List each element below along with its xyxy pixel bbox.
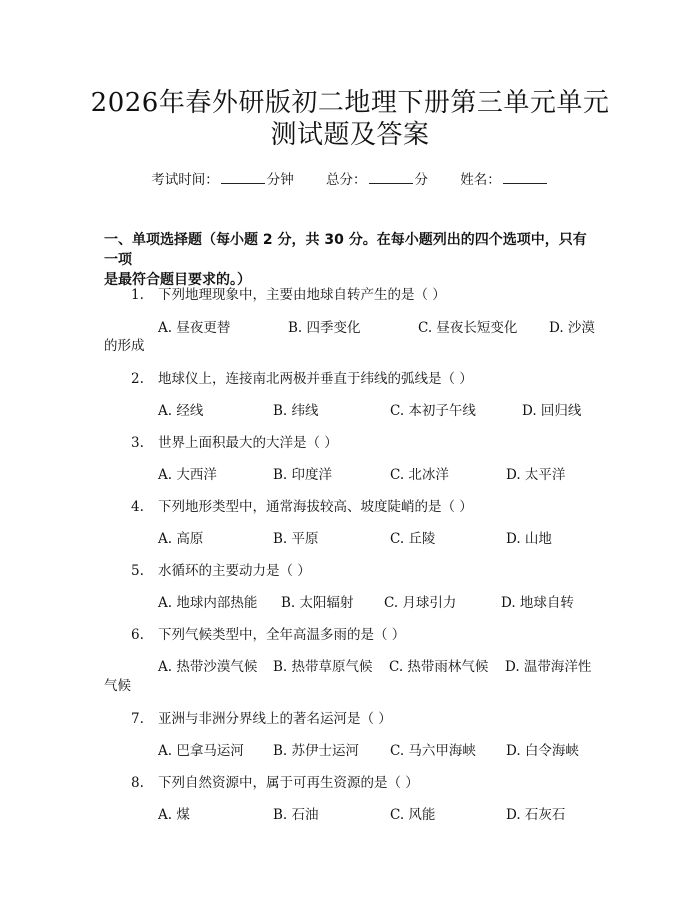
option-a[interactable]: A. 地球内部热能 xyxy=(158,595,258,611)
question-number: 1. xyxy=(131,287,144,303)
question-number: 8. xyxy=(131,775,144,791)
option-c[interactable]: C. 风能 xyxy=(390,807,436,823)
option-b[interactable]: B. 苏伊士运河 xyxy=(273,743,360,759)
option-d-wrap: 气候 xyxy=(104,678,131,694)
question-5 xyxy=(131,559,311,579)
option-d-wrap: 的形成 xyxy=(104,338,145,354)
option-b[interactable]: B. 平原 xyxy=(273,531,319,547)
score-blank[interactable] xyxy=(369,171,413,184)
doc-title-line1: 2026年春外研版初二地理下册第三单元单元 xyxy=(90,88,610,118)
option-b[interactable]: B. 纬线 xyxy=(273,403,319,419)
question-text: 亚洲与非洲分界线上的著名运河是（ ） xyxy=(158,711,392,727)
doc-title-line2: 测试题及答案 xyxy=(270,120,430,150)
section-heading-line1: 一、单项选择题（每小题 2 分，共 30 分。在每小题列出的四个选项中，只有一项 xyxy=(104,232,587,268)
question-text: 下列自然资源中，属于可再生资源的是（ ） xyxy=(158,775,419,791)
name-blank[interactable] xyxy=(503,171,547,184)
question-text: 水循环的主要动力是（ ） xyxy=(158,563,311,579)
option-a[interactable]: A. 大西洋 xyxy=(158,467,217,483)
option-c[interactable]: C. 丘陵 xyxy=(390,531,436,547)
exam-meta xyxy=(0,168,700,188)
question-text: 世界上面积最大的大洋是（ ） xyxy=(158,435,338,451)
question-6 xyxy=(131,623,405,643)
option-a[interactable]: A. 经线 xyxy=(158,403,204,419)
option-b[interactable]: B. 印度洋 xyxy=(273,467,333,483)
option-c[interactable]: C. 本初子午线 xyxy=(390,403,476,419)
option-b[interactable]: B. 四季变化 xyxy=(288,320,361,336)
question-1 xyxy=(131,283,446,303)
section-heading-line2: 是最符合题目要求的。） xyxy=(104,272,251,288)
option-d[interactable]: D. 白令海峡 xyxy=(506,743,579,759)
question-number: 5. xyxy=(131,563,144,579)
option-b[interactable]: B. 热带草原气候 xyxy=(273,659,373,675)
question-text: 下列地形类型中，通常海拔较高、坡度陡峭的是（ ） xyxy=(158,499,473,515)
option-a[interactable]: A. 昼夜更替 xyxy=(158,320,231,336)
option-d[interactable]: D. 温带海洋性 xyxy=(505,659,592,675)
option-a[interactable]: A. 高原 xyxy=(158,531,204,547)
option-a[interactable]: A. 热带沙漠气候 xyxy=(158,659,258,675)
question-8 xyxy=(131,771,419,791)
option-d[interactable]: D. 太平洋 xyxy=(506,467,566,483)
option-a[interactable]: A. 巴拿马运河 xyxy=(158,743,244,759)
question-number: 7. xyxy=(131,711,144,727)
time-label: 考试时间： xyxy=(151,172,219,188)
question-number: 3. xyxy=(131,435,144,451)
option-b[interactable]: B. 太阳辐射 xyxy=(281,595,354,611)
section-heading xyxy=(104,230,600,290)
score-field xyxy=(326,172,432,188)
time-field xyxy=(151,172,298,188)
option-c[interactable]: C. 热带雨林气候 xyxy=(389,659,489,675)
question-number: 4. xyxy=(131,499,144,515)
question-text: 下列气候类型中，全年高温多雨的是（ ） xyxy=(158,627,406,643)
option-c[interactable]: C. 马六甲海峡 xyxy=(390,743,476,759)
name-label: 姓名： xyxy=(460,172,501,188)
question-text: 地球仪上，连接南北两极并垂直于纬线的弧线是（ ） xyxy=(158,371,473,387)
option-d[interactable]: D. 回归线 xyxy=(522,403,582,419)
time-unit: 分钟 xyxy=(266,172,294,188)
question-number: 6. xyxy=(131,627,144,643)
question-number: 2. xyxy=(131,371,144,387)
option-d[interactable]: D. 石灰石 xyxy=(506,807,566,823)
option-a[interactable]: A. 煤 xyxy=(158,807,190,823)
option-c[interactable]: C. 昼夜长短变化 xyxy=(418,320,518,336)
question-3 xyxy=(131,431,338,451)
option-d[interactable]: D. 沙漠 xyxy=(549,320,595,336)
question-4 xyxy=(131,495,473,515)
score-label: 总分： xyxy=(326,172,367,188)
option-c[interactable]: C. 北冰洋 xyxy=(390,467,449,483)
time-blank[interactable] xyxy=(221,171,265,184)
question-2 xyxy=(131,367,473,387)
option-b[interactable]: B. 石油 xyxy=(273,807,319,823)
option-d[interactable]: D. 山地 xyxy=(506,531,552,547)
option-c[interactable]: C. 月球引力 xyxy=(384,595,457,611)
option-d[interactable]: D. 地球自转 xyxy=(501,595,574,611)
question-text: 下列地理现象中，主要由地球自转产生的是（ ） xyxy=(158,287,446,303)
question-7 xyxy=(131,707,392,727)
name-field xyxy=(460,172,549,188)
score-unit: 分 xyxy=(414,172,428,188)
